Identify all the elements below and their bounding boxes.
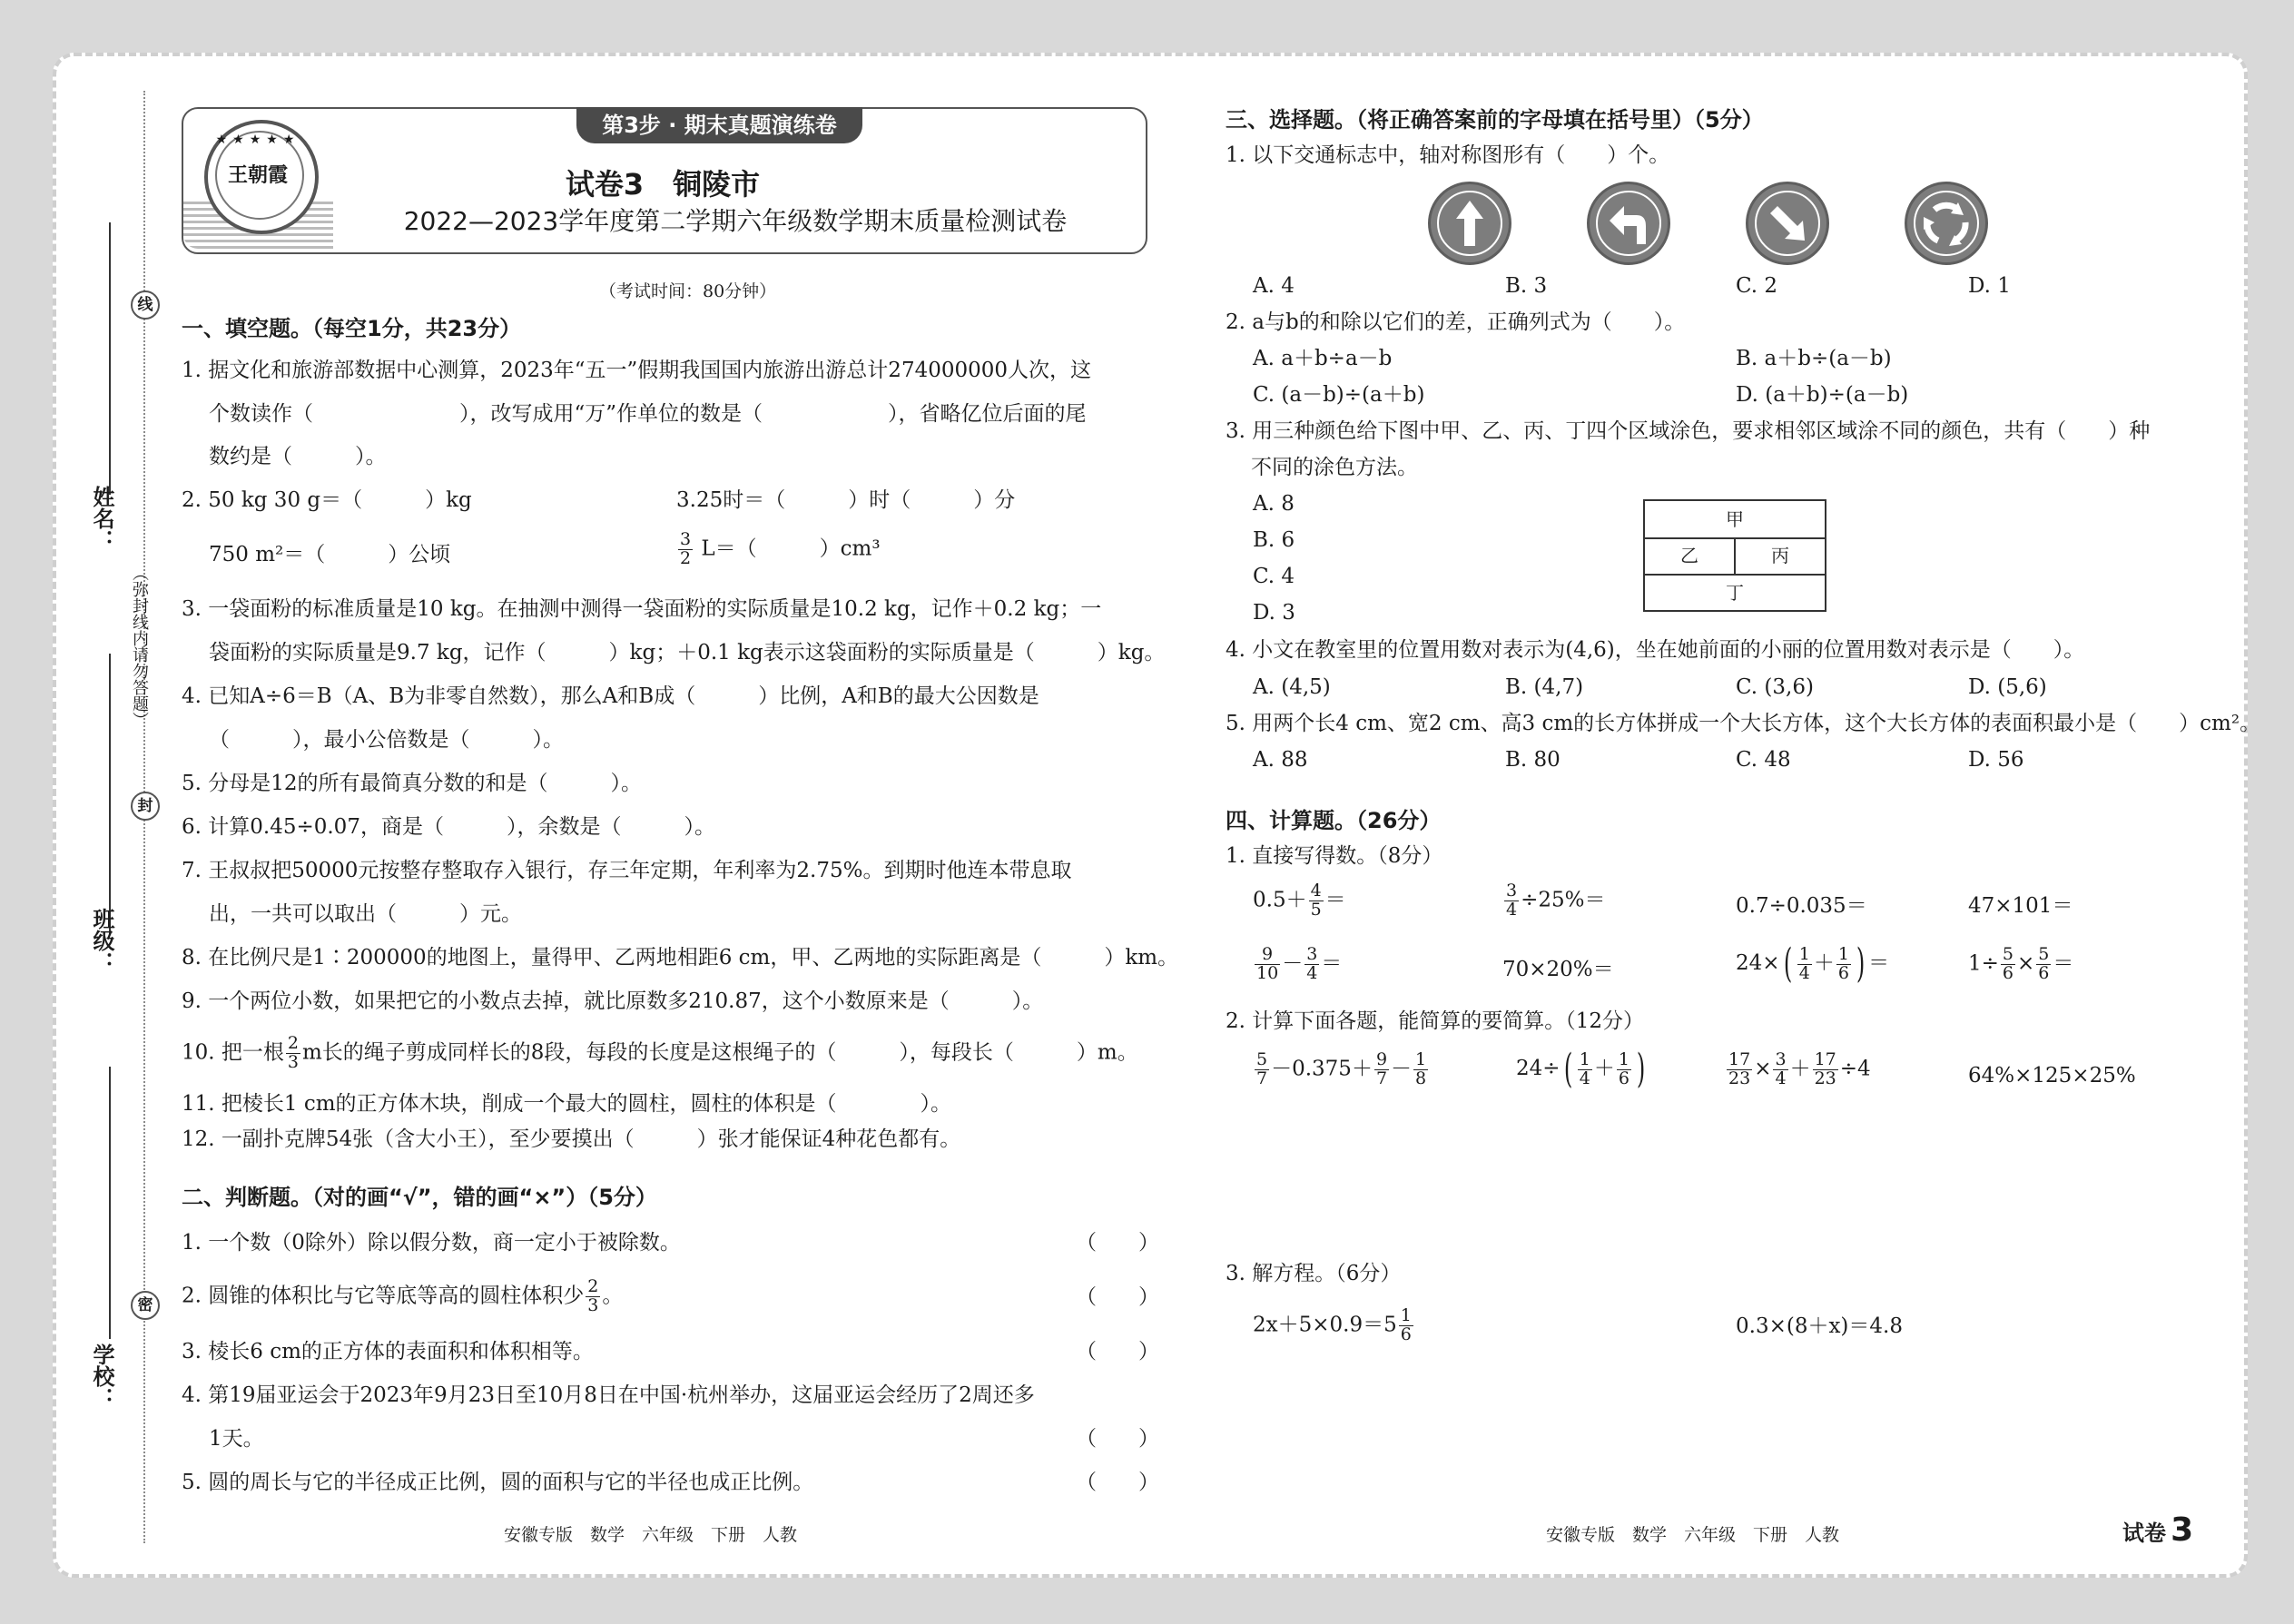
s2-q5: 5. 圆的周长与它的半径成正比例，圆的面积与它的半径也成正比例。 — [182, 1471, 814, 1494]
section1-title: 一、填空题。（每空1分，共23分） — [182, 316, 522, 341]
s3-q1-opt-b[interactable]: B. 3 — [1505, 274, 1548, 298]
turn-left-sign-icon — [1587, 182, 1670, 265]
s4-part2-title: 2. 计算下面各题，能简算的要简算。（12分） — [1226, 1009, 1645, 1033]
region-yi: 乙 — [1645, 537, 1736, 576]
s1-q4-line2: （ ），最小公倍数是（ ）。 — [209, 728, 564, 752]
section3-title: 三、选择题。（将正确答案前的字母填在括号里）（5分） — [1226, 107, 1764, 133]
binding-seal-mark: 封 — [131, 792, 160, 821]
region-diagram — [1643, 499, 1826, 612]
s1-q11: 11. 把棱长1 cm的正方体木块，削成一个最大的圆柱，圆柱的体积是（ ）。 — [182, 1092, 952, 1116]
s1-q2-c: 750 m²＝（ ）公顷 — [209, 543, 451, 566]
s3-q3-opt-c[interactable]: C. 4 — [1253, 565, 1295, 588]
s1-q7-line2: 出，一共可以取出（ ）元。 — [209, 902, 522, 926]
s3-q4-opt-c[interactable]: C. (3,6) — [1736, 675, 1814, 699]
arrow-down-right-sign-icon — [1746, 182, 1829, 265]
simplify-2: 24÷( $\frac{1}{4}$ ＋ $\frac{1}{6}$ ) — [1516, 1046, 1646, 1092]
simplify-3: $\frac{17}{23}$ × $\frac{3}{4}$ ＋ $\frac{17}{23}$ ÷4 — [1728, 1049, 1871, 1088]
roundabout-sign-icon — [1905, 182, 1988, 265]
s1-q2-d: $\frac{3}{2}$ L＝（ ）cm³ — [680, 529, 881, 568]
s2-q4-line2: 1天。 — [209, 1427, 264, 1451]
class-line — [109, 654, 111, 935]
s1-q7-line1: 7. 王叔叔把50000元按整存整取存入银行，存三年定期，年利率为2.75%。到期时他连本带息取 — [182, 859, 1072, 882]
s1-q1-line1: 1. 据文化和旅游部数据中心测算，2023年“五一”假期我国国内旅游出游总计274000000人次，这 — [182, 359, 1092, 382]
s3-q4-opt-a[interactable]: A. (4,5) — [1253, 675, 1331, 699]
calc-6: 70×20%＝ — [1502, 958, 1614, 981]
s1-q4-line1: 4. 已知A÷6＝B（A、B为非零自然数），那么A和B成（ ）比例，A和B的最大公因数是 — [182, 684, 1039, 708]
s3-q5-opt-c[interactable]: C. 48 — [1736, 748, 1791, 772]
binding-note: （弥封线内请勿答题） — [130, 565, 149, 728]
s1-q3-line1: 3. 一袋面粉的标准质量是10 kg。在抽测中测得一袋面粉的实际质量是10.2 kg，记作＋0.2 kg；一 — [182, 597, 1102, 621]
s3-q3-line2: 不同的涂色方法。 — [1251, 456, 1418, 479]
s1-q8: 8. 在比例尺是1∶200000的地图上，量得甲、乙两地相距6 cm，甲、乙两地的实际距离是（ ）km。 — [182, 946, 1179, 969]
class-label: 班级： — [89, 908, 114, 973]
region-ding: 丁 — [1726, 582, 1744, 604]
s2-q4-answer[interactable]: （ ） — [1076, 1427, 1159, 1451]
s3-q2-opt-a[interactable]: A. a＋b÷a－b — [1253, 347, 1393, 370]
s3-q5-opt-b[interactable]: B. 80 — [1505, 748, 1561, 772]
name-line — [109, 222, 111, 495]
step-banner: 第3步 · 期末真题演练卷 — [576, 107, 862, 143]
s1-q6: 6. 计算0.45÷0.07，商是（ ），余数是（ ）。 — [182, 815, 715, 839]
s2-q2: 2. 圆锥的体积比与它等底等高的圆柱体积少 $\frac{2}{3}$ 。 — [182, 1276, 624, 1315]
s3-q2-opt-b[interactable]: B. a＋b÷(a－b) — [1736, 347, 1892, 370]
equation-1: 2x＋5×0.9＝5 $\frac{1}{6}$ — [1253, 1305, 1412, 1344]
s1-q2-a: 2. 50 kg 30 g＝（ ）kg — [182, 488, 472, 512]
footer-left: 安徽专版 数学 六年级 下册 人教 — [504, 1525, 798, 1545]
name-label: 姓名： — [89, 486, 114, 551]
binding-secret-mark: 密 — [131, 1291, 160, 1320]
s3-q3-opt-d[interactable]: D. 3 — [1253, 601, 1295, 625]
school-label: 学校： — [89, 1343, 114, 1409]
calc-4: 47×101＝ — [1968, 894, 2073, 918]
s3-q4-opt-b[interactable]: B. (4,7) — [1505, 675, 1584, 699]
s1-q5: 5. 分母是12的所有最简真分数的和是（ ）。 — [182, 772, 643, 795]
logo-text: 王朝霞 — [227, 163, 288, 187]
s3-q1-opt-d[interactable]: D. 1 — [1968, 274, 2011, 298]
logo-seal: ★★★★★ 王朝霞 — [204, 120, 319, 234]
s2-q2-answer[interactable]: （ ） — [1076, 1285, 1159, 1309]
s3-q5: 5. 用两个长4 cm、宽2 cm、高3 cm的长方体拼成一个大长方体，这个大长方体的表面积最小是（ ）cm²。 — [1226, 712, 2261, 735]
s1-q10: 10. 把一根 $\frac{2}{3}$ m长的绳子剪成同样长的8段，每段的长度是这根绳子的（ ），每段长（ ）m。 — [182, 1033, 1138, 1072]
simplify-1: $\frac{5}{7}$ －0.375＋ $\frac{9}{7}$ － $\frac{1}{8}$ — [1256, 1049, 1427, 1088]
exam-time: （考试时间：80分钟） — [599, 281, 777, 301]
s2-q3-answer[interactable]: （ ） — [1076, 1340, 1159, 1363]
paper-title: 试卷3 铜陵市 — [565, 167, 761, 202]
arrow-up-sign-icon — [1428, 182, 1511, 265]
s2-q3: 3. 棱长6 cm的正方体的表面积和体积相等。 — [182, 1340, 594, 1363]
calc-1: 0.5＋ $\frac{4}{5}$ ＝ — [1253, 881, 1346, 920]
footer-right: 安徽专版 数学 六年级 下册 人教 — [1546, 1525, 1840, 1545]
calc-7: 24×( $\frac{1}{4}$ ＋ $\frac{1}{6}$ ) ＝ — [1736, 940, 1890, 987]
s1-q2-b: 3.25时＝（ ）时（ ）分 — [676, 488, 1016, 512]
s4-part1-title: 1. 直接写得数。（8分） — [1226, 844, 1443, 868]
s3-q4-opt-d[interactable]: D. (5,6) — [1968, 675, 2047, 699]
s4-part3-title: 3. 解方程。（6分） — [1226, 1262, 1402, 1285]
region-bing: 丙 — [1736, 537, 1825, 576]
calc-5: $\frac{9}{10}$ － $\frac{3}{4}$ ＝ — [1256, 944, 1343, 983]
s2-q1-answer[interactable]: （ ） — [1076, 1231, 1159, 1255]
s3-q2-opt-c[interactable]: C. (a－b)÷(a＋b) — [1253, 383, 1425, 407]
s2-q1: 1. 一个数（0除外）除以假分数，商一定小于被除数。 — [182, 1231, 681, 1255]
page-number: 试卷 3 — [2122, 1511, 2194, 1549]
s3-q1-opt-c[interactable]: C. 2 — [1736, 274, 1778, 298]
school-line — [109, 1067, 111, 1339]
simplify-4: 64%×125×25% — [1968, 1064, 2136, 1088]
s1-q1-line3: 数约是（ ）。 — [209, 445, 387, 468]
s3-q1-opt-a[interactable]: A. 4 — [1253, 274, 1295, 298]
paper-subtitle: 2022—2023学年度第二学期六年级数学期末质量检测试卷 — [403, 206, 1068, 236]
s3-q2-opt-d[interactable]: D. (a＋b)÷(a－b) — [1736, 383, 1909, 407]
s3-q5-opt-d[interactable]: D. 56 — [1968, 748, 2024, 772]
region-jia: 甲 — [1645, 501, 1825, 539]
s3-q4: 4. 小文在教室里的位置用数对表示为(4,6)，坐在她前面的小丽的位置用数对表示是（ ）。 — [1226, 638, 2085, 662]
calc-2: $\frac{3}{4}$ ÷25%＝ — [1506, 881, 1606, 920]
calc-3: 0.7÷0.035＝ — [1736, 894, 1867, 918]
s3-q5-opt-a[interactable]: A. 88 — [1253, 748, 1308, 772]
s2-q5-answer[interactable]: （ ） — [1076, 1471, 1159, 1494]
s1-q3-line2: 袋面粉的实际质量是9.7 kg，记作（ ）kg；＋0.1 kg表示这袋面粉的实际质量是（ ）kg。 — [209, 641, 1166, 664]
s3-q3-line1: 3. 用三种颜色给下图中甲、乙、丙、丁四个区域涂色，要求相邻区域涂不同的颜色，共有（ ）种 — [1226, 419, 2151, 443]
s1-q1-line2: 个数读作（ ），改写成用“万”作单位的数是（ ），省略亿位后面的尾 — [209, 402, 1087, 426]
s3-q2: 2. a与b的和除以它们的差，正确列式为（ ）。 — [1226, 310, 1686, 334]
calc-8: 1÷ $\frac{5}{6}$ × $\frac{5}{6}$ ＝ — [1968, 944, 2074, 983]
section2-title: 二、判断题。（对的画“√”，错的画“×”）（5分） — [182, 1185, 657, 1210]
s2-q4-line1: 4. 第19届亚运会于2023年9月23日至10月8日在中国·杭州举办，这届亚运会经历了2周还多 — [182, 1383, 1035, 1407]
s1-q9: 9. 一个两位小数，如果把它的小数点去掉，就比原数多210.87，这个小数原来是（ ）。 — [182, 989, 1044, 1013]
s1-q12: 12. 一副扑克牌54张（含大小王），至少要摸出（ ）张才能保证4种花色都有。 — [182, 1127, 961, 1151]
section4-title: 四、计算题。（26分） — [1226, 808, 1442, 833]
binding-line-mark: 线 — [131, 290, 160, 320]
equation-2: 0.3×(8＋x)＝4.8 — [1736, 1314, 1903, 1338]
s3-q1: 1. 以下交通标志中，轴对称图形有（ ）个。 — [1226, 143, 1670, 167]
s3-q3-opt-b[interactable]: B. 6 — [1253, 528, 1295, 552]
s3-q3-opt-a[interactable]: A. 8 — [1253, 492, 1295, 516]
